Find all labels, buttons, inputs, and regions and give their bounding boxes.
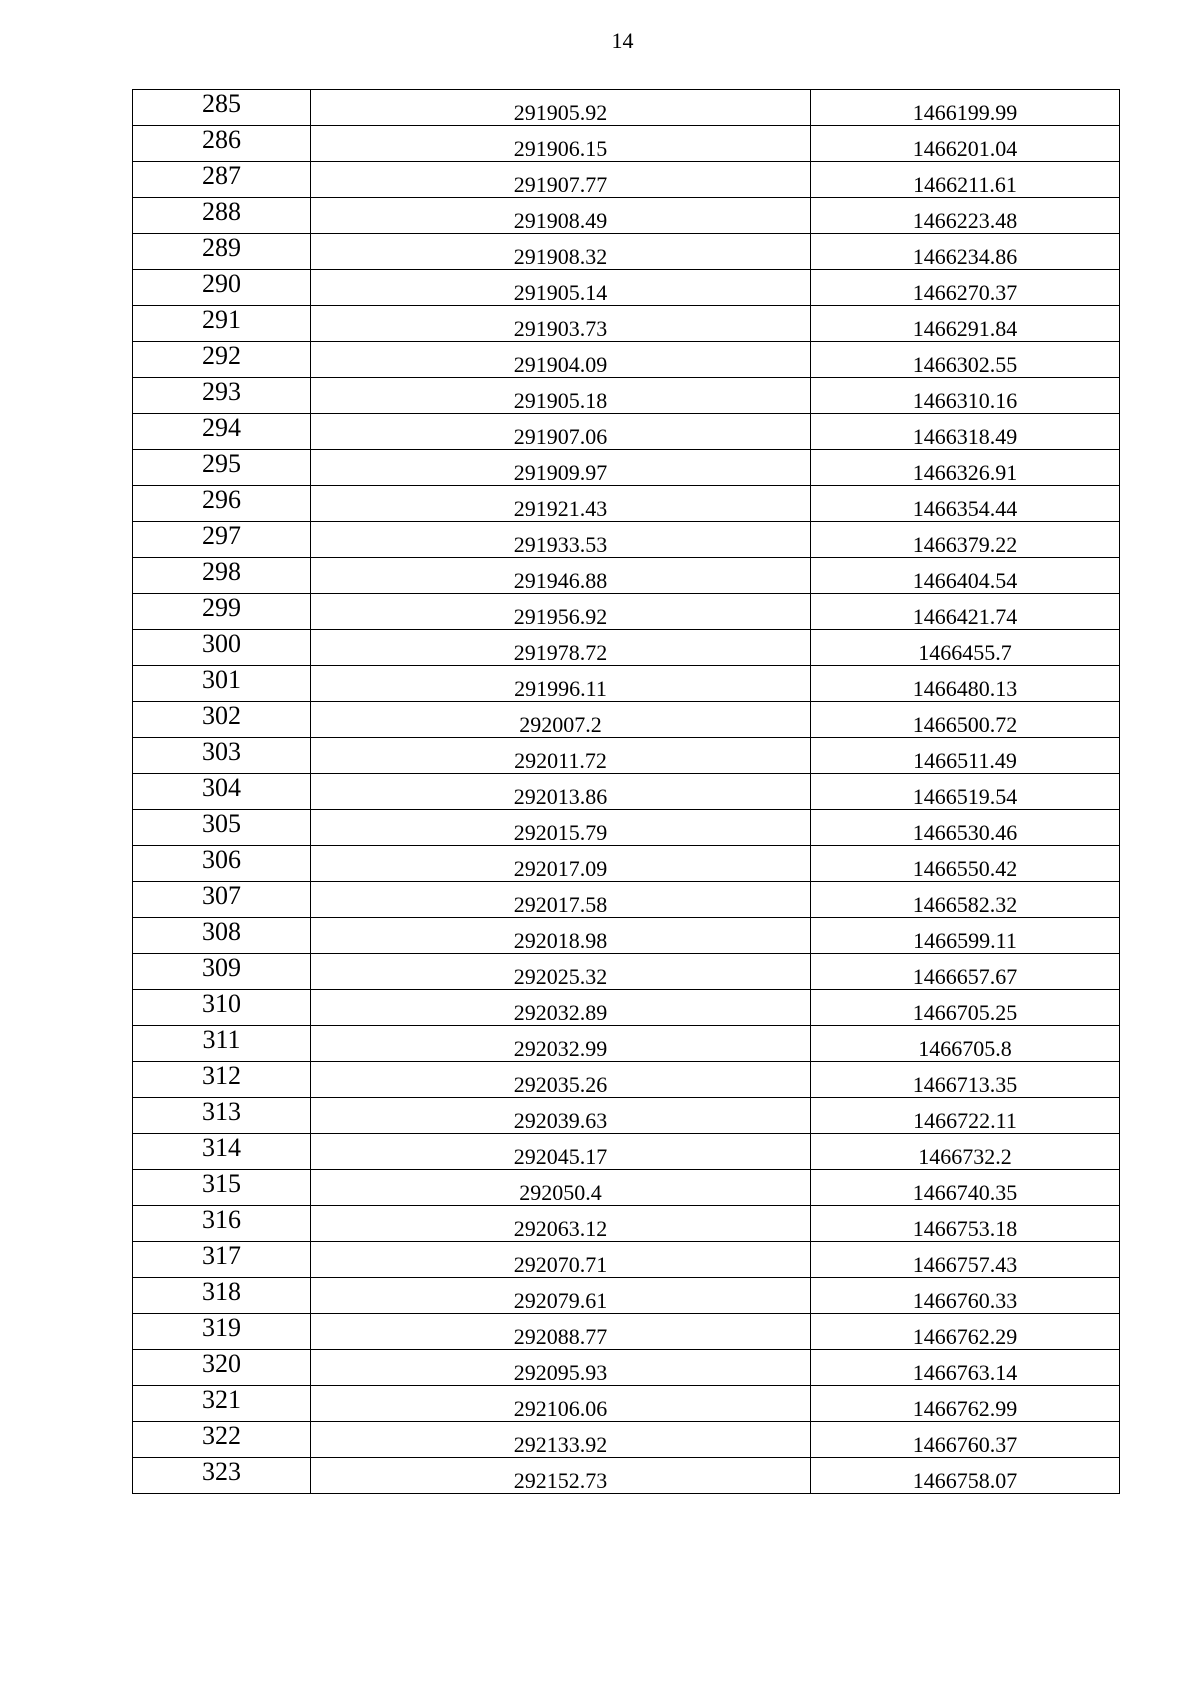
y-coordinate-cell: 1466657.67 <box>811 954 1120 990</box>
x-coordinate-cell: 291905.92 <box>311 90 811 126</box>
y-coordinate-cell: 1466757.43 <box>811 1242 1120 1278</box>
point-number-cell: 291 <box>133 306 311 342</box>
table-row <box>133 774 1120 810</box>
table-row <box>133 738 1120 774</box>
x-coordinate-cell: 291996.11 <box>311 666 811 702</box>
table-row <box>133 90 1120 126</box>
table-row <box>133 414 1120 450</box>
point-number-cell: 308 <box>133 918 311 954</box>
page-number: 14 <box>611 28 634 53</box>
x-coordinate-cell: 292025.32 <box>311 954 811 990</box>
point-number-cell: 306 <box>133 846 311 882</box>
y-coordinate-cell: 1466763.14 <box>811 1350 1120 1386</box>
table-row <box>133 918 1120 954</box>
table-row <box>133 1206 1120 1242</box>
point-number-cell: 322 <box>133 1422 311 1458</box>
y-coordinate-cell: 1466500.72 <box>811 702 1120 738</box>
table-row <box>133 666 1120 702</box>
table-row <box>133 1242 1120 1278</box>
table-row <box>133 306 1120 342</box>
y-coordinate-cell: 1466550.42 <box>811 846 1120 882</box>
y-coordinate-cell: 1466379.22 <box>811 522 1120 558</box>
x-coordinate-cell: 292039.63 <box>311 1098 811 1134</box>
y-coordinate-cell: 1466326.91 <box>811 450 1120 486</box>
point-number-cell: 294 <box>133 414 311 450</box>
x-coordinate-cell: 292070.71 <box>311 1242 811 1278</box>
y-coordinate-cell: 1466760.37 <box>811 1422 1120 1458</box>
table-row <box>133 1134 1120 1170</box>
x-coordinate-cell: 292018.98 <box>311 918 811 954</box>
x-coordinate-cell: 291956.92 <box>311 594 811 630</box>
y-coordinate-cell: 1466713.35 <box>811 1062 1120 1098</box>
table-row <box>133 198 1120 234</box>
x-coordinate-cell: 292088.77 <box>311 1314 811 1350</box>
x-coordinate-cell: 291909.97 <box>311 450 811 486</box>
table-row <box>133 1098 1120 1134</box>
table-row <box>133 594 1120 630</box>
table-row <box>133 1170 1120 1206</box>
x-coordinate-cell: 292106.06 <box>311 1386 811 1422</box>
y-coordinate-cell: 1466211.61 <box>811 162 1120 198</box>
table-row <box>133 450 1120 486</box>
point-number-cell: 323 <box>133 1458 311 1494</box>
point-number-cell: 285 <box>133 90 311 126</box>
point-number-cell: 286 <box>133 126 311 162</box>
y-coordinate-cell: 1466732.2 <box>811 1134 1120 1170</box>
table-row <box>133 1026 1120 1062</box>
table-row <box>133 378 1120 414</box>
point-number-cell: 321 <box>133 1386 311 1422</box>
point-number-cell: 295 <box>133 450 311 486</box>
table-row <box>133 522 1120 558</box>
point-number-cell: 307 <box>133 882 311 918</box>
y-coordinate-cell: 1466480.13 <box>811 666 1120 702</box>
y-coordinate-cell: 1466291.84 <box>811 306 1120 342</box>
point-number-cell: 289 <box>133 234 311 270</box>
x-coordinate-cell: 291903.73 <box>311 306 811 342</box>
x-coordinate-cell: 292079.61 <box>311 1278 811 1314</box>
y-coordinate-cell: 1466753.18 <box>811 1206 1120 1242</box>
x-coordinate-cell: 291905.18 <box>311 378 811 414</box>
table-row <box>133 270 1120 306</box>
y-coordinate-cell: 1466270.37 <box>811 270 1120 306</box>
y-coordinate-cell: 1466762.29 <box>811 1314 1120 1350</box>
table-row <box>133 558 1120 594</box>
table-row <box>133 882 1120 918</box>
x-coordinate-cell: 292032.99 <box>311 1026 811 1062</box>
x-coordinate-cell: 292035.26 <box>311 1062 811 1098</box>
y-coordinate-cell: 1466705.8 <box>811 1026 1120 1062</box>
point-number-cell: 318 <box>133 1278 311 1314</box>
y-coordinate-cell: 1466201.04 <box>811 126 1120 162</box>
y-coordinate-cell: 1466310.16 <box>811 378 1120 414</box>
x-coordinate-cell: 291907.77 <box>311 162 811 198</box>
x-coordinate-cell: 292095.93 <box>311 1350 811 1386</box>
y-coordinate-cell: 1466760.33 <box>811 1278 1120 1314</box>
point-number-cell: 297 <box>133 522 311 558</box>
y-coordinate-cell: 1466705.25 <box>811 990 1120 1026</box>
x-coordinate-cell: 292007.2 <box>311 702 811 738</box>
x-coordinate-cell: 292013.86 <box>311 774 811 810</box>
x-coordinate-cell: 291904.09 <box>311 342 811 378</box>
y-coordinate-cell: 1466223.48 <box>811 198 1120 234</box>
point-number-cell: 296 <box>133 486 311 522</box>
x-coordinate-cell: 292017.58 <box>311 882 811 918</box>
x-coordinate-cell: 291978.72 <box>311 630 811 666</box>
x-coordinate-cell: 292063.12 <box>311 1206 811 1242</box>
point-number-cell: 317 <box>133 1242 311 1278</box>
point-number-cell: 309 <box>133 954 311 990</box>
point-number-cell: 288 <box>133 198 311 234</box>
table-row <box>133 1422 1120 1458</box>
x-coordinate-cell: 292133.92 <box>311 1422 811 1458</box>
table-row <box>133 1314 1120 1350</box>
point-number-cell: 316 <box>133 1206 311 1242</box>
x-coordinate-cell: 292017.09 <box>311 846 811 882</box>
point-number-cell: 310 <box>133 990 311 1026</box>
table-row <box>133 954 1120 990</box>
table-row <box>133 1458 1120 1494</box>
point-number-cell: 293 <box>133 378 311 414</box>
point-number-cell: 298 <box>133 558 311 594</box>
point-number-cell: 312 <box>133 1062 311 1098</box>
y-coordinate-cell: 1466404.54 <box>811 558 1120 594</box>
table-row <box>133 1062 1120 1098</box>
x-coordinate-cell: 291921.43 <box>311 486 811 522</box>
table-row <box>133 702 1120 738</box>
y-coordinate-cell: 1466455.7 <box>811 630 1120 666</box>
table-row <box>133 810 1120 846</box>
x-coordinate-cell: 291907.06 <box>311 414 811 450</box>
y-coordinate-cell: 1466421.74 <box>811 594 1120 630</box>
point-number-cell: 287 <box>133 162 311 198</box>
point-number-cell: 313 <box>133 1098 311 1134</box>
coordinates-table-body <box>133 90 1120 1494</box>
y-coordinate-cell: 1466582.32 <box>811 882 1120 918</box>
point-number-cell: 292 <box>133 342 311 378</box>
x-coordinate-cell: 292032.89 <box>311 990 811 1026</box>
x-coordinate-cell: 291908.32 <box>311 234 811 270</box>
table-row <box>133 234 1120 270</box>
point-number-cell: 305 <box>133 810 311 846</box>
point-number-cell: 302 <box>133 702 311 738</box>
point-number-cell: 299 <box>133 594 311 630</box>
x-coordinate-cell: 291946.88 <box>311 558 811 594</box>
x-coordinate-cell: 292045.17 <box>311 1134 811 1170</box>
table-row <box>133 342 1120 378</box>
table-row <box>133 990 1120 1026</box>
y-coordinate-cell: 1466599.11 <box>811 918 1120 954</box>
y-coordinate-cell: 1466302.55 <box>811 342 1120 378</box>
y-coordinate-cell: 1466511.49 <box>811 738 1120 774</box>
table-row <box>133 126 1120 162</box>
table-row <box>133 486 1120 522</box>
coordinates-table <box>132 89 1120 1494</box>
point-number-cell: 300 <box>133 630 311 666</box>
x-coordinate-cell: 291906.15 <box>311 126 811 162</box>
x-coordinate-cell: 292050.4 <box>311 1170 811 1206</box>
table-row <box>133 846 1120 882</box>
table-row <box>133 630 1120 666</box>
y-coordinate-cell: 1466354.44 <box>811 486 1120 522</box>
x-coordinate-cell: 291933.53 <box>311 522 811 558</box>
y-coordinate-cell: 1466740.35 <box>811 1170 1120 1206</box>
x-coordinate-cell: 292152.73 <box>311 1458 811 1494</box>
table-row <box>133 1278 1120 1314</box>
y-coordinate-cell: 1466199.99 <box>811 90 1120 126</box>
point-number-cell: 315 <box>133 1170 311 1206</box>
y-coordinate-cell: 1466758.07 <box>811 1458 1120 1494</box>
x-coordinate-cell: 291905.14 <box>311 270 811 306</box>
table-row <box>133 1386 1120 1422</box>
x-coordinate-cell: 292015.79 <box>311 810 811 846</box>
point-number-cell: 311 <box>133 1026 311 1062</box>
y-coordinate-cell: 1466318.49 <box>811 414 1120 450</box>
y-coordinate-cell: 1466519.54 <box>811 774 1120 810</box>
point-number-cell: 303 <box>133 738 311 774</box>
y-coordinate-cell: 1466234.86 <box>811 234 1120 270</box>
y-coordinate-cell: 1466530.46 <box>811 810 1120 846</box>
y-coordinate-cell: 1466722.11 <box>811 1098 1120 1134</box>
point-number-cell: 301 <box>133 666 311 702</box>
x-coordinate-cell: 292011.72 <box>311 738 811 774</box>
point-number-cell: 319 <box>133 1314 311 1350</box>
point-number-cell: 290 <box>133 270 311 306</box>
point-number-cell: 314 <box>133 1134 311 1170</box>
table-row <box>133 1350 1120 1386</box>
x-coordinate-cell: 291908.49 <box>311 198 811 234</box>
y-coordinate-cell: 1466762.99 <box>811 1386 1120 1422</box>
table-row <box>133 162 1120 198</box>
point-number-cell: 320 <box>133 1350 311 1386</box>
point-number-cell: 304 <box>133 774 311 810</box>
